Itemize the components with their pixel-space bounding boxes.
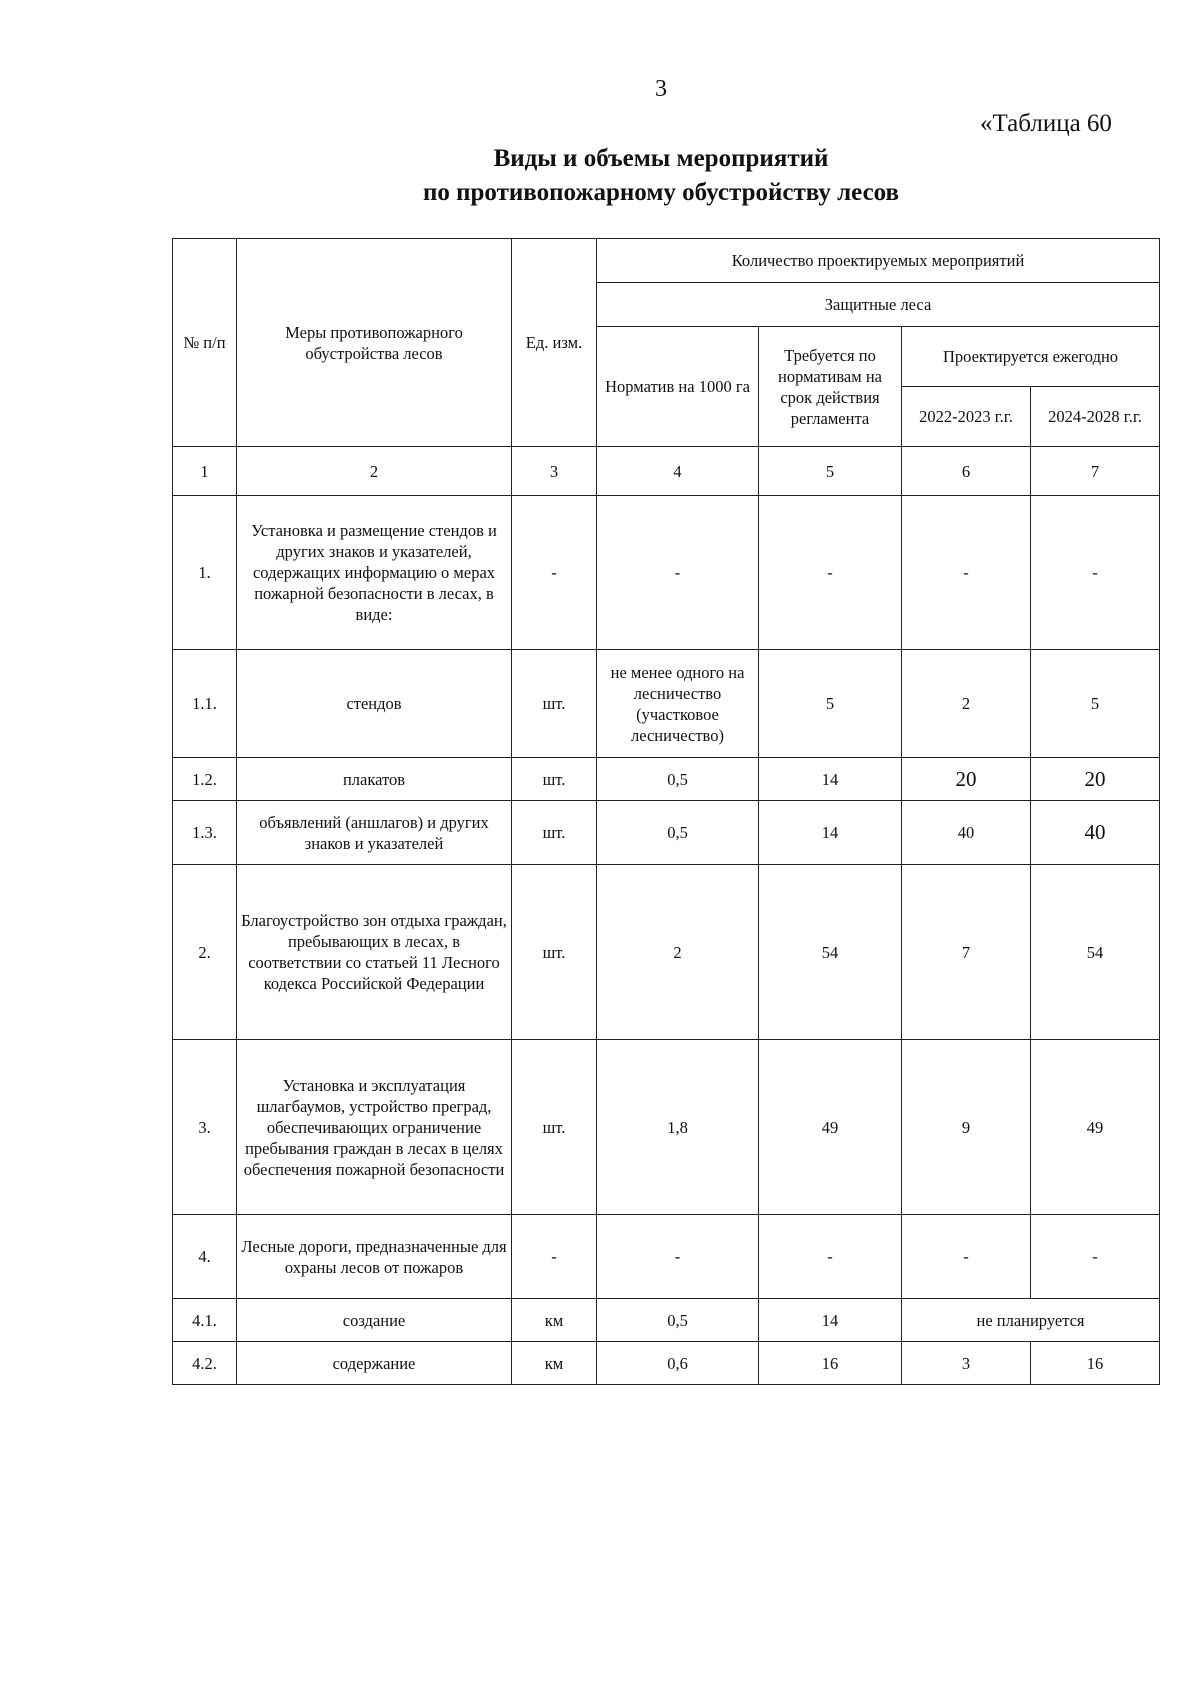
column-number: 1 [173, 447, 237, 496]
table-row [173, 1299, 1160, 1342]
row-num: 1.2. [173, 758, 237, 801]
row-norm: 0,5 [597, 801, 759, 865]
row-required: 14 [759, 801, 902, 865]
page-number: 3 [655, 76, 667, 102]
table-row [173, 1040, 1160, 1215]
row-period-1: - [902, 496, 1031, 650]
row-period-1: - [902, 1215, 1031, 1299]
table-caption: «Таблица 60 [980, 110, 1112, 137]
column-number: 4 [597, 447, 759, 496]
row-unit: шт. [512, 865, 597, 1040]
row-required: 16 [759, 1342, 902, 1385]
column-number: 7 [1031, 447, 1160, 496]
row-norm: 0,6 [597, 1342, 759, 1385]
row-name: Установка и эксплуатация шлагбаумов, устройство преград, обеспечивающих ограничение пребывания граждан в лесах в целях обеспечения пожарной безопасности [237, 1040, 512, 1215]
title-line-1: Виды и объемы мероприятий [493, 145, 829, 172]
header-planned: Проектируется ежегодно [902, 327, 1160, 387]
row-name: объявлений (аншлагов) и других знаков и указателей [237, 801, 512, 865]
row-num: 4. [173, 1215, 237, 1299]
row-norm: 2 [597, 865, 759, 1040]
table-row [173, 1342, 1160, 1385]
row-norm: - [597, 496, 759, 650]
row-period-1: 2 [902, 650, 1031, 758]
row-period-2: - [1031, 496, 1160, 650]
row-period-2: 54 [1031, 865, 1160, 1040]
row-period-1: 40 [902, 801, 1031, 865]
row-unit: км [512, 1299, 597, 1342]
header-forest-type: Защитные леса [597, 283, 1160, 327]
table-row [173, 801, 1160, 865]
table-row [173, 650, 1160, 758]
row-required: - [759, 496, 902, 650]
column-numbers-row [173, 447, 1160, 496]
row-num: 2. [173, 865, 237, 1040]
row-unit: шт. [512, 650, 597, 758]
table-row [173, 758, 1160, 801]
header-num: № п/п [173, 239, 237, 447]
header-measures: Меры противопожарного обустройства лесов [237, 239, 512, 447]
row-name: стендов [237, 650, 512, 758]
row-period-2: - [1031, 1215, 1160, 1299]
row-required: 49 [759, 1040, 902, 1215]
row-unit: шт. [512, 758, 597, 801]
table-row [173, 1215, 1160, 1299]
row-unit: шт. [512, 801, 597, 865]
row-unit: км [512, 1342, 597, 1385]
row-required: 5 [759, 650, 902, 758]
row-name: Благоустройство зон отдыха граждан, пребывающих в лесах, в соответствии со статьей 11 Лесного кодекса Российской Федерации [237, 865, 512, 1040]
header-period-1: 2022-2023 г.г. [902, 387, 1031, 447]
row-period-2: 20 [1031, 758, 1160, 801]
row-num: 4.1. [173, 1299, 237, 1342]
table-row [173, 865, 1160, 1040]
column-number: 2 [237, 447, 512, 496]
row-required: 14 [759, 1299, 902, 1342]
fire-prevention-measures-table [172, 238, 1160, 1385]
row-unit: - [512, 1215, 597, 1299]
column-number: 3 [512, 447, 597, 496]
row-period-2: 40 [1031, 801, 1160, 865]
row-norm: - [597, 1215, 759, 1299]
row-period-1: 9 [902, 1040, 1031, 1215]
row-period-2: 49 [1031, 1040, 1160, 1215]
row-period-2: 5 [1031, 650, 1160, 758]
row-name: содержание [237, 1342, 512, 1385]
row-period-2: 16 [1031, 1342, 1160, 1385]
header-row [173, 239, 1160, 283]
row-period-1: 7 [902, 865, 1031, 1040]
row-norm: не менее одного на лесничество (участковое лесничество) [597, 650, 759, 758]
document-title [0, 142, 1200, 210]
header-unit: Ед. изм. [512, 239, 597, 447]
column-number: 5 [759, 447, 902, 496]
row-num: 3. [173, 1040, 237, 1215]
row-norm: 0,5 [597, 758, 759, 801]
row-num: 4.2. [173, 1342, 237, 1385]
row-name: плакатов [237, 758, 512, 801]
row-unit: - [512, 496, 597, 650]
row-num: 1.3. [173, 801, 237, 865]
row-required: 54 [759, 865, 902, 1040]
row-required: - [759, 1215, 902, 1299]
title-line-2: по противопожарному обустройству лесов [422, 179, 900, 206]
row-name: создание [237, 1299, 512, 1342]
header-norm: Норматив на 1000 га [597, 327, 759, 447]
row-period-1: 20 [902, 758, 1031, 801]
row-norm: 0,5 [597, 1299, 759, 1342]
column-number: 6 [902, 447, 1031, 496]
row-name: Установка и размещение стендов и других знаков и указателей, содержащих информацию о мерах пожарной безопасности в лесах, в виде: [237, 496, 512, 650]
header-period-2: 2024-2028 г.г. [1031, 387, 1160, 447]
row-period-1: 3 [902, 1342, 1031, 1385]
row-num: 1. [173, 496, 237, 650]
row-unit: шт. [512, 1040, 597, 1215]
row-num: 1.1. [173, 650, 237, 758]
row-planned-merged: не планируется [902, 1299, 1160, 1342]
row-required: 14 [759, 758, 902, 801]
table-row [173, 496, 1160, 650]
header-quantity: Количество проектируемых мероприятий [597, 239, 1160, 283]
header-required: Требуется по нормативам на срок действия регламента [759, 327, 902, 447]
row-name: Лесные дороги, предназначенные для охраны лесов от пожаров [237, 1215, 512, 1299]
row-norm: 1,8 [597, 1040, 759, 1215]
